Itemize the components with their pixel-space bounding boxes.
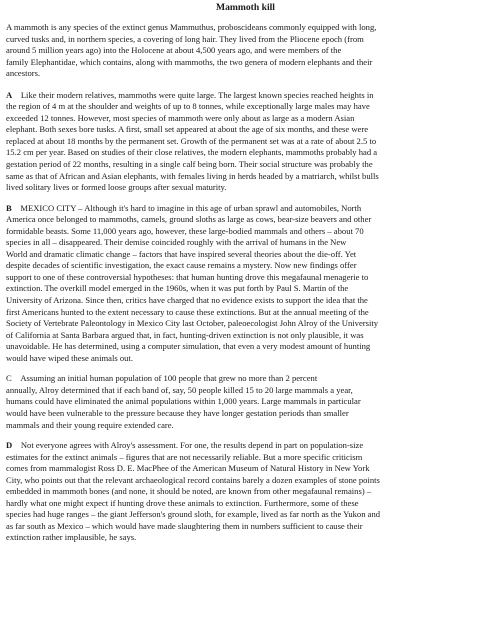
line-text: comes from mammalogist Ross D. E. MacPhee of the American Museum of Natural History in New York — [6, 463, 370, 474]
text-line — [6, 22, 485, 34]
line-text: same as that of African and Asian elephants, with females living in herds headed by a matriarch, whilst bulls — [6, 170, 379, 181]
text-line — [6, 113, 485, 125]
text-line — [6, 521, 485, 533]
text-line — [6, 509, 485, 521]
text-line — [6, 237, 485, 249]
line-text: Not everyone agrees with Alroy's assessment. For one, the results depend in part on population-size — [20, 440, 364, 451]
paragraph-letter: D — [6, 440, 13, 451]
document-body — [6, 22, 485, 544]
text-line — [6, 420, 485, 432]
text-line — [6, 171, 485, 183]
paragraph-letter: C — [6, 373, 12, 384]
line-text: support to one of these controversial hypotheses: that human hunting drove this megafaunal menagerie to — [6, 271, 369, 282]
line-text: species had huge ranges – the giant Jefferson's ground sloth, for example, lived as far north as the Yukon and — [6, 509, 381, 520]
text-line — [6, 463, 485, 475]
text-line — [6, 159, 485, 171]
text-line — [6, 307, 485, 319]
line-text: would have been vulnerable to the pressure because they have longer gestation periods than smaller — [6, 407, 349, 418]
line-text: would have wiped these animals out. — [6, 352, 133, 363]
paragraph-letter: B — [6, 202, 12, 213]
text-line — [6, 283, 485, 295]
line-text: despite decades of scientific investigation, the exact cause remains a mystery. Now new findings offer — [6, 260, 357, 271]
line-text: hardly what one might expect if hunting drove these animals to extinction. Furthermore, some of these — [6, 497, 359, 508]
line-text: embedded in mammoth bones (and none, it should be noted, are known from other megafaunal remains) – — [6, 486, 372, 497]
line-text: MEXICO CITY – Although it's hard to imagine in this age of urban sprawl and automobiles, North — [20, 202, 362, 213]
text-line — [6, 214, 485, 226]
document-title: Mammoth kill — [216, 2, 275, 13]
text-line — [6, 101, 485, 113]
line-text: extinction rather implausible, he says. — [6, 532, 137, 543]
text-line — [6, 396, 485, 408]
text-line — [6, 341, 485, 353]
line-text: gestation period of 22 months, resulting in a single calf being born. Their social structure was probably the — [6, 159, 373, 170]
line-text: replaced at about 18 months by the permanent set. Growth of the permanent set was at a rate of about 2.5 to — [6, 135, 377, 146]
text-line — [6, 385, 485, 397]
line-text: America once belonged to mammoths, camels, ground sloths as large as cows, bear-size beavers and other — [6, 214, 372, 225]
line-text: estimates for the extinct animals – figures that are not necessarily reliable. But a more specific criticism — [6, 451, 363, 462]
paragraph-letter: A — [6, 89, 13, 100]
text-line — [6, 408, 485, 420]
line-text: ancestors. — [6, 68, 41, 79]
line-text: species in all – disappeared. Their demise coincided roughly with the arrival of humans in the New — [6, 237, 347, 248]
text-line — [6, 532, 485, 544]
line-text: exceeded 12 tonnes. However, most species of mammoth were only about as large as a modern Asian — [6, 112, 355, 123]
line-text: extinction. The overkill model emerged in the 1960s, when it was put forth by Paul S. Martin of the — [6, 283, 349, 294]
text-line — [6, 90, 485, 102]
line-text: unavoidable. He has determined, using a computer simulation, that even a very modest amount of hunting — [6, 341, 371, 352]
line-text: City, who points out that the relevant archaeological record contains barely a dozen examples of stone points — [6, 474, 380, 485]
text-line — [6, 34, 485, 46]
text-line — [6, 440, 485, 452]
line-text: lived solitary lives or formed loose groups after sexual maturity. — [6, 182, 227, 193]
text-line — [6, 452, 485, 464]
line-text: elephant. Both sexes bore tusks. A first, small set appeared at about the age of six months, and these were — [6, 124, 369, 135]
text-line — [6, 260, 485, 272]
text-line — [6, 486, 485, 498]
text-line — [6, 318, 485, 330]
line-text: family Elephantidae, which contains, along with mammoths, the two genera of modern elephants and their — [6, 56, 373, 67]
line-text: A mammoth is any species of the extinct genus Mammuthus, proboscideans commonly equipped with long, — [6, 22, 377, 32]
text-line — [6, 147, 485, 159]
text-line — [6, 475, 485, 487]
line-text: University of Arizona. Since then, critics have charged that no evidence exists to support the idea that the — [6, 295, 368, 306]
text-line — [6, 226, 485, 238]
line-text: Assuming an initial human population of 100 people that grew no more than 2 percent — [20, 373, 318, 384]
line-text: first Americans hunted to the extent necessary to cause these extinctions. But at the annual meeting of the — [6, 306, 369, 317]
line-text: as far south as Mexico – which would have made slaughtering them in numbers sufficient to cause their — [6, 520, 363, 531]
paragraph-c — [6, 373, 485, 431]
text-line — [6, 124, 485, 136]
text-line — [6, 68, 485, 80]
line-text: Society of Vertebrate Paleontology in Mexico City last October, paleoecologist John Alroy of the University — [6, 318, 379, 329]
text-line — [6, 203, 485, 215]
text-line — [6, 45, 485, 57]
line-text: Like their modern relatives, mammoths were quite large. The largest known species reached heights in — [20, 89, 374, 100]
line-text: the region of 4 m at the shoulder and weights of up to 8 tonnes, while exceptionally large males may have — [6, 101, 370, 112]
line-text: World and dramatic climatic change – factors that have inspired several theories about the die-off. Yet — [6, 248, 357, 259]
text-line — [6, 136, 485, 148]
paragraph-a — [6, 90, 485, 194]
paragraph-b — [6, 203, 485, 365]
text-line — [6, 182, 485, 194]
line-text: around 5 million years ago) into the Holocene at about 4,500 years ago, and were members of the — [6, 45, 342, 56]
text-line — [6, 353, 485, 365]
line-text: 15.2 cm per year. Based on studies of their close relatives, the modern elephants, mammoths probably had a — [6, 147, 378, 158]
line-text: annually, Alroy determined that if each band of, say, 50 people killed 15 to 20 large mammals a year, — [6, 384, 353, 395]
text-line — [6, 57, 485, 69]
text-line — [6, 272, 485, 284]
line-text: of California at Santa Barbara argued that, in fact, hunting-driven extinction is not only plausible, it was — [6, 329, 364, 340]
line-text: curved tusks and, in northern species, a covering of long hair. They lived from the Pliocene epoch (from — [6, 33, 364, 44]
line-text: formidable beasts. Some 11,000 years ago, however, these large-bodied mammals and others – about 70 — [6, 225, 364, 236]
text-line — [6, 295, 485, 307]
text-line — [6, 498, 485, 510]
line-text: mammals and their young require extended care. — [6, 419, 174, 430]
paragraph-intro — [6, 22, 485, 80]
text-line — [6, 330, 485, 342]
text-line — [6, 249, 485, 261]
text-line — [6, 373, 485, 385]
paragraph-d — [6, 440, 485, 544]
line-text: humans could have eliminated the animal populations within 1,000 years. Large mammals in particular — [6, 396, 361, 407]
